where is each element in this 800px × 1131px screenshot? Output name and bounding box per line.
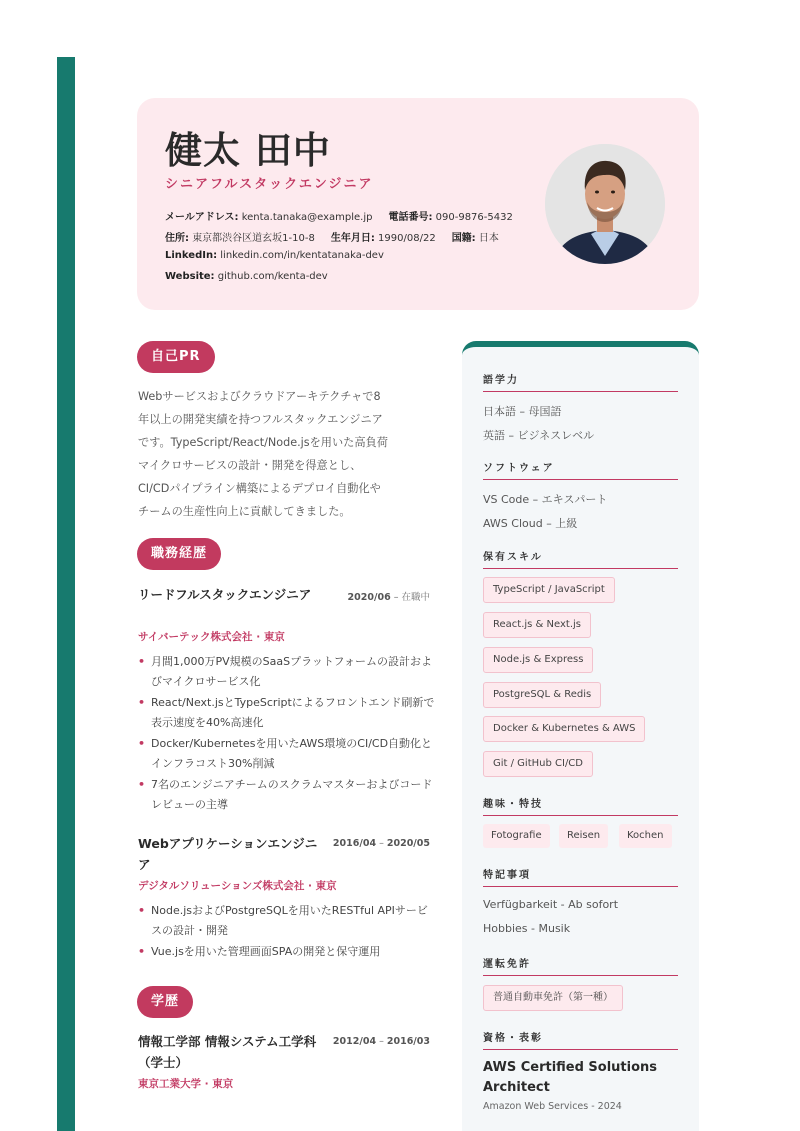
skill-tag: TypeScript / JavaScript — [483, 577, 615, 603]
email-label: メールアドレス: — [165, 212, 239, 223]
pr-line: CI/CDパイプライン構築によるデプロイ自動化や — [138, 482, 381, 495]
contact-line-4 — [165, 271, 328, 282]
profile-role: シニアフルスタックエンジニア — [165, 177, 374, 192]
list-item: • 月間1,000万PV規模のSaaSプラットフォームの設計およびマイクロサービス化 — [138, 652, 436, 692]
job-bullets — [138, 652, 436, 816]
section-pr-heading: 自己PR — [137, 341, 215, 373]
pr-line: 年以上の開発実績を持つフルスタックエンジニア — [138, 413, 383, 426]
nationality-value: 日本 — [478, 233, 499, 244]
software-item: VS Code – エキスパート — [483, 493, 608, 506]
skill-tag: React.js & Next.js — [483, 612, 591, 638]
sidebar-heading-license: 運転免許 — [483, 955, 678, 976]
skill-tag: Git / GitHub CI/CD — [483, 751, 593, 777]
phone-value: 090-9876-5432 — [435, 212, 513, 223]
list-item: • Docker/Kubernetesを用いたAWS環境のCI/CD自動化とインフラコスト30%削減 — [138, 734, 436, 774]
note-item: Verfügbarkeit - Ab sofort — [483, 898, 619, 911]
pr-line: チームの生産性向上に貢献してきました。 — [138, 505, 351, 518]
contact-line-1 — [165, 208, 513, 223]
job-bullets — [138, 901, 436, 963]
hobby-tag: Kochen — [619, 824, 672, 848]
list-item: • React/Next.jsとTypeScriptによるフロントエンド刷新で表示速度を40%高速化 — [138, 693, 436, 733]
sidebar-heading-languages: 語学力 — [483, 371, 678, 392]
email-value: kenta.tanaka@example.jp — [241, 212, 373, 223]
sidebar-heading-notes: 特記事項 — [483, 866, 678, 887]
linkedin-label: LinkedIn: — [165, 250, 218, 261]
skill-tag: Docker & Kubernetes & AWS — [483, 716, 645, 742]
avatar-photo-icon — [545, 144, 665, 264]
software-item: AWS Cloud – 上級 — [483, 517, 578, 530]
job-title: リードフルスタックエンジニア — [138, 587, 312, 602]
cert-title: AWS Certified Solutions Architect — [483, 1060, 658, 1095]
note-item: Hobbies - Musik — [483, 922, 571, 935]
job-title: Webアプリケーションエンジニア — [138, 836, 318, 872]
license-tag: 普通自動車免許（第一種） — [483, 985, 623, 1011]
job-start: 2020/06 — [347, 592, 391, 603]
skill-tag: Node.js & Express — [483, 647, 593, 673]
skill-tag: PostgreSQL & Redis — [483, 682, 601, 708]
list-item: • 7名のエンジニアチームのスクラムマスターおよびコードレビューの主導 — [138, 775, 436, 815]
sidebar-heading-software: ソフトウェア — [483, 459, 678, 480]
profile-name: 健太 田中 — [165, 129, 331, 172]
sidebar-heading-skills: 保有スキル — [483, 548, 678, 569]
avatar — [545, 144, 665, 264]
education-title: 情報工学部 情報システム工学科（学士） — [138, 1034, 317, 1070]
hobby-tag: Fotografie — [483, 824, 550, 848]
address-label: 住所: — [165, 233, 189, 244]
birth-label: 生年月日: — [330, 233, 375, 244]
address-value: 東京都渋谷区道玄坂1-10-8 — [192, 233, 315, 244]
contact-line-3 — [165, 250, 384, 261]
birth-value: 1990/08/22 — [378, 233, 436, 244]
job-start: 2016/04 — [332, 838, 377, 849]
job-company: サイバーテック株式会社 · 東京 — [138, 631, 285, 643]
job-end: 在職中 — [401, 592, 430, 603]
nationality-label: 国籍: — [451, 233, 476, 244]
sidebar — [462, 341, 699, 1131]
section-education-heading: 学歴 — [137, 986, 193, 1018]
job-end: 2020/05 — [386, 838, 430, 849]
education-date: 2012/04 – 2016/03 — [332, 1036, 430, 1047]
pr-line: マイクロサービスの設計・開発を得意とし、 — [138, 459, 362, 472]
phone-label: 電話番号: — [388, 212, 433, 223]
education-school: 東京工業大学 · 東京 — [138, 1078, 234, 1090]
list-item: • Node.jsおよびPostgreSQLを用いたRESTful APIサービスの設計・開発 — [138, 901, 436, 941]
pr-text — [138, 385, 438, 523]
website-link[interactable]: github.com/kenta-dev — [217, 271, 328, 282]
language-item: 英語 – ビジネスレベル — [483, 429, 595, 442]
contact-line-2 — [165, 229, 499, 244]
pr-line: Webサービスおよびクラウドアーキテクチャで8 — [138, 390, 381, 403]
hobby-tag: Reisen — [559, 824, 608, 848]
list-item: • Vue.jsを用いた管理画面SPAの開発と保守運用 — [138, 942, 436, 962]
profile-header — [137, 98, 699, 310]
education-end: 2016/03 — [386, 1036, 430, 1047]
linkedin-link[interactable]: linkedin.com/in/kentatanaka-dev — [220, 250, 384, 261]
job-date: 2016/04 – 2020/05 — [332, 838, 430, 849]
language-item: 日本語 – 母国語 — [483, 405, 562, 418]
pr-line: です。TypeScript/React/Node.jsを用いた高負荷 — [138, 436, 388, 449]
cert-issuer: Amazon Web Services - 2024 — [483, 1101, 622, 1112]
job-date: 2020/06 – 在職中 — [347, 592, 430, 603]
section-experience-heading: 職務経歴 — [137, 538, 221, 570]
sidebar-heading-hobbies: 趣味・特技 — [483, 795, 678, 816]
sidebar-heading-certs: 資格・表彰 — [483, 1029, 678, 1050]
education-start: 2012/04 — [332, 1036, 377, 1047]
website-label: Website: — [165, 271, 215, 282]
job-company: デジタルソリューションズ株式会社 · 東京 — [138, 880, 337, 892]
accent-bar — [57, 57, 75, 1131]
